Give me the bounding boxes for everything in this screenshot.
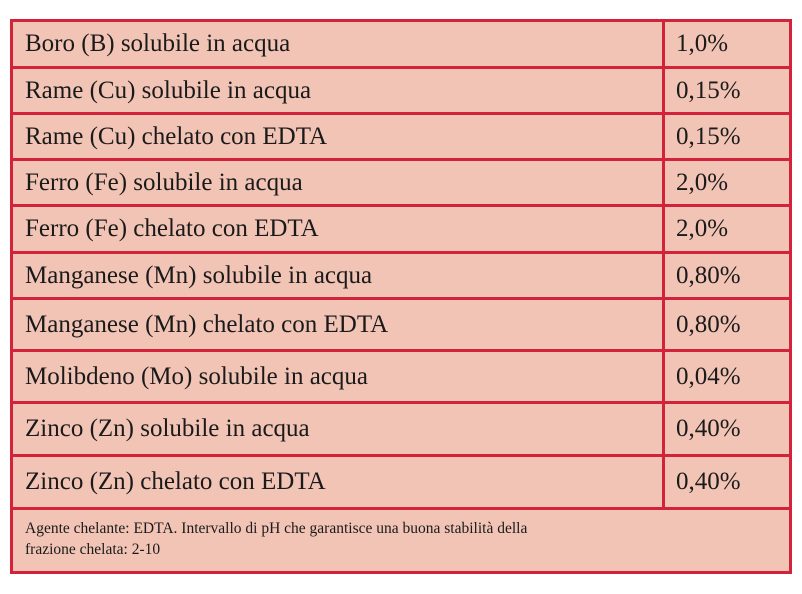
nutrient-name: Rame (Cu) solubile in acqua (13, 69, 665, 112)
nutrient-table (10, 19, 792, 574)
nutrient-name: Rame (Cu) chelato con EDTA (13, 115, 665, 158)
nutrient-name: Manganese (Mn) solubile in acqua (13, 254, 665, 297)
nutrient-name: Manganese (Mn) chelato con EDTA (13, 300, 665, 349)
table-row (13, 161, 789, 207)
table-row (13, 254, 789, 300)
table-row (13, 457, 789, 510)
nutrient-value: 0,04% (676, 362, 741, 390)
nutrient-value: 0,80% (676, 261, 741, 289)
table-row (13, 22, 789, 69)
nutrient-value: 0,40% (676, 415, 741, 442)
table-row (13, 352, 789, 404)
nutrient-name: Boro (B) solubile in acqua (13, 22, 665, 66)
nutrient-name: Ferro (Fe) chelato con EDTA (13, 207, 665, 251)
table-row (13, 300, 789, 352)
table-row (13, 115, 789, 161)
footnote-line: Agente chelante: EDTA. Intervallo di pH che garantisce una buona stabilità della (25, 520, 528, 537)
nutrient-name: Ferro (Fe) solubile in acqua (13, 161, 665, 204)
nutrient-name: Zinco (Zn) chelato con EDTA (13, 457, 665, 507)
table-footnote (13, 510, 789, 571)
nutrient-value: 0,15% (676, 122, 741, 150)
nutrient-value: 2,0% (676, 168, 729, 196)
table-row (13, 207, 789, 254)
nutrient-value: 0,80% (676, 310, 741, 338)
nutrient-value: 1,0% (676, 30, 729, 57)
nutrient-value: 0,15% (676, 76, 741, 104)
table-row (13, 404, 789, 457)
nutrient-name: Molibdeno (Mo) solubile in acqua (13, 352, 665, 401)
table-row (13, 69, 789, 115)
nutrient-value: 2,0% (676, 215, 729, 242)
footnote-line: frazione chelata: 2-10 (25, 541, 161, 558)
nutrient-name: Zinco (Zn) solubile in acqua (13, 404, 665, 454)
nutrient-value: 0,40% (676, 468, 741, 495)
